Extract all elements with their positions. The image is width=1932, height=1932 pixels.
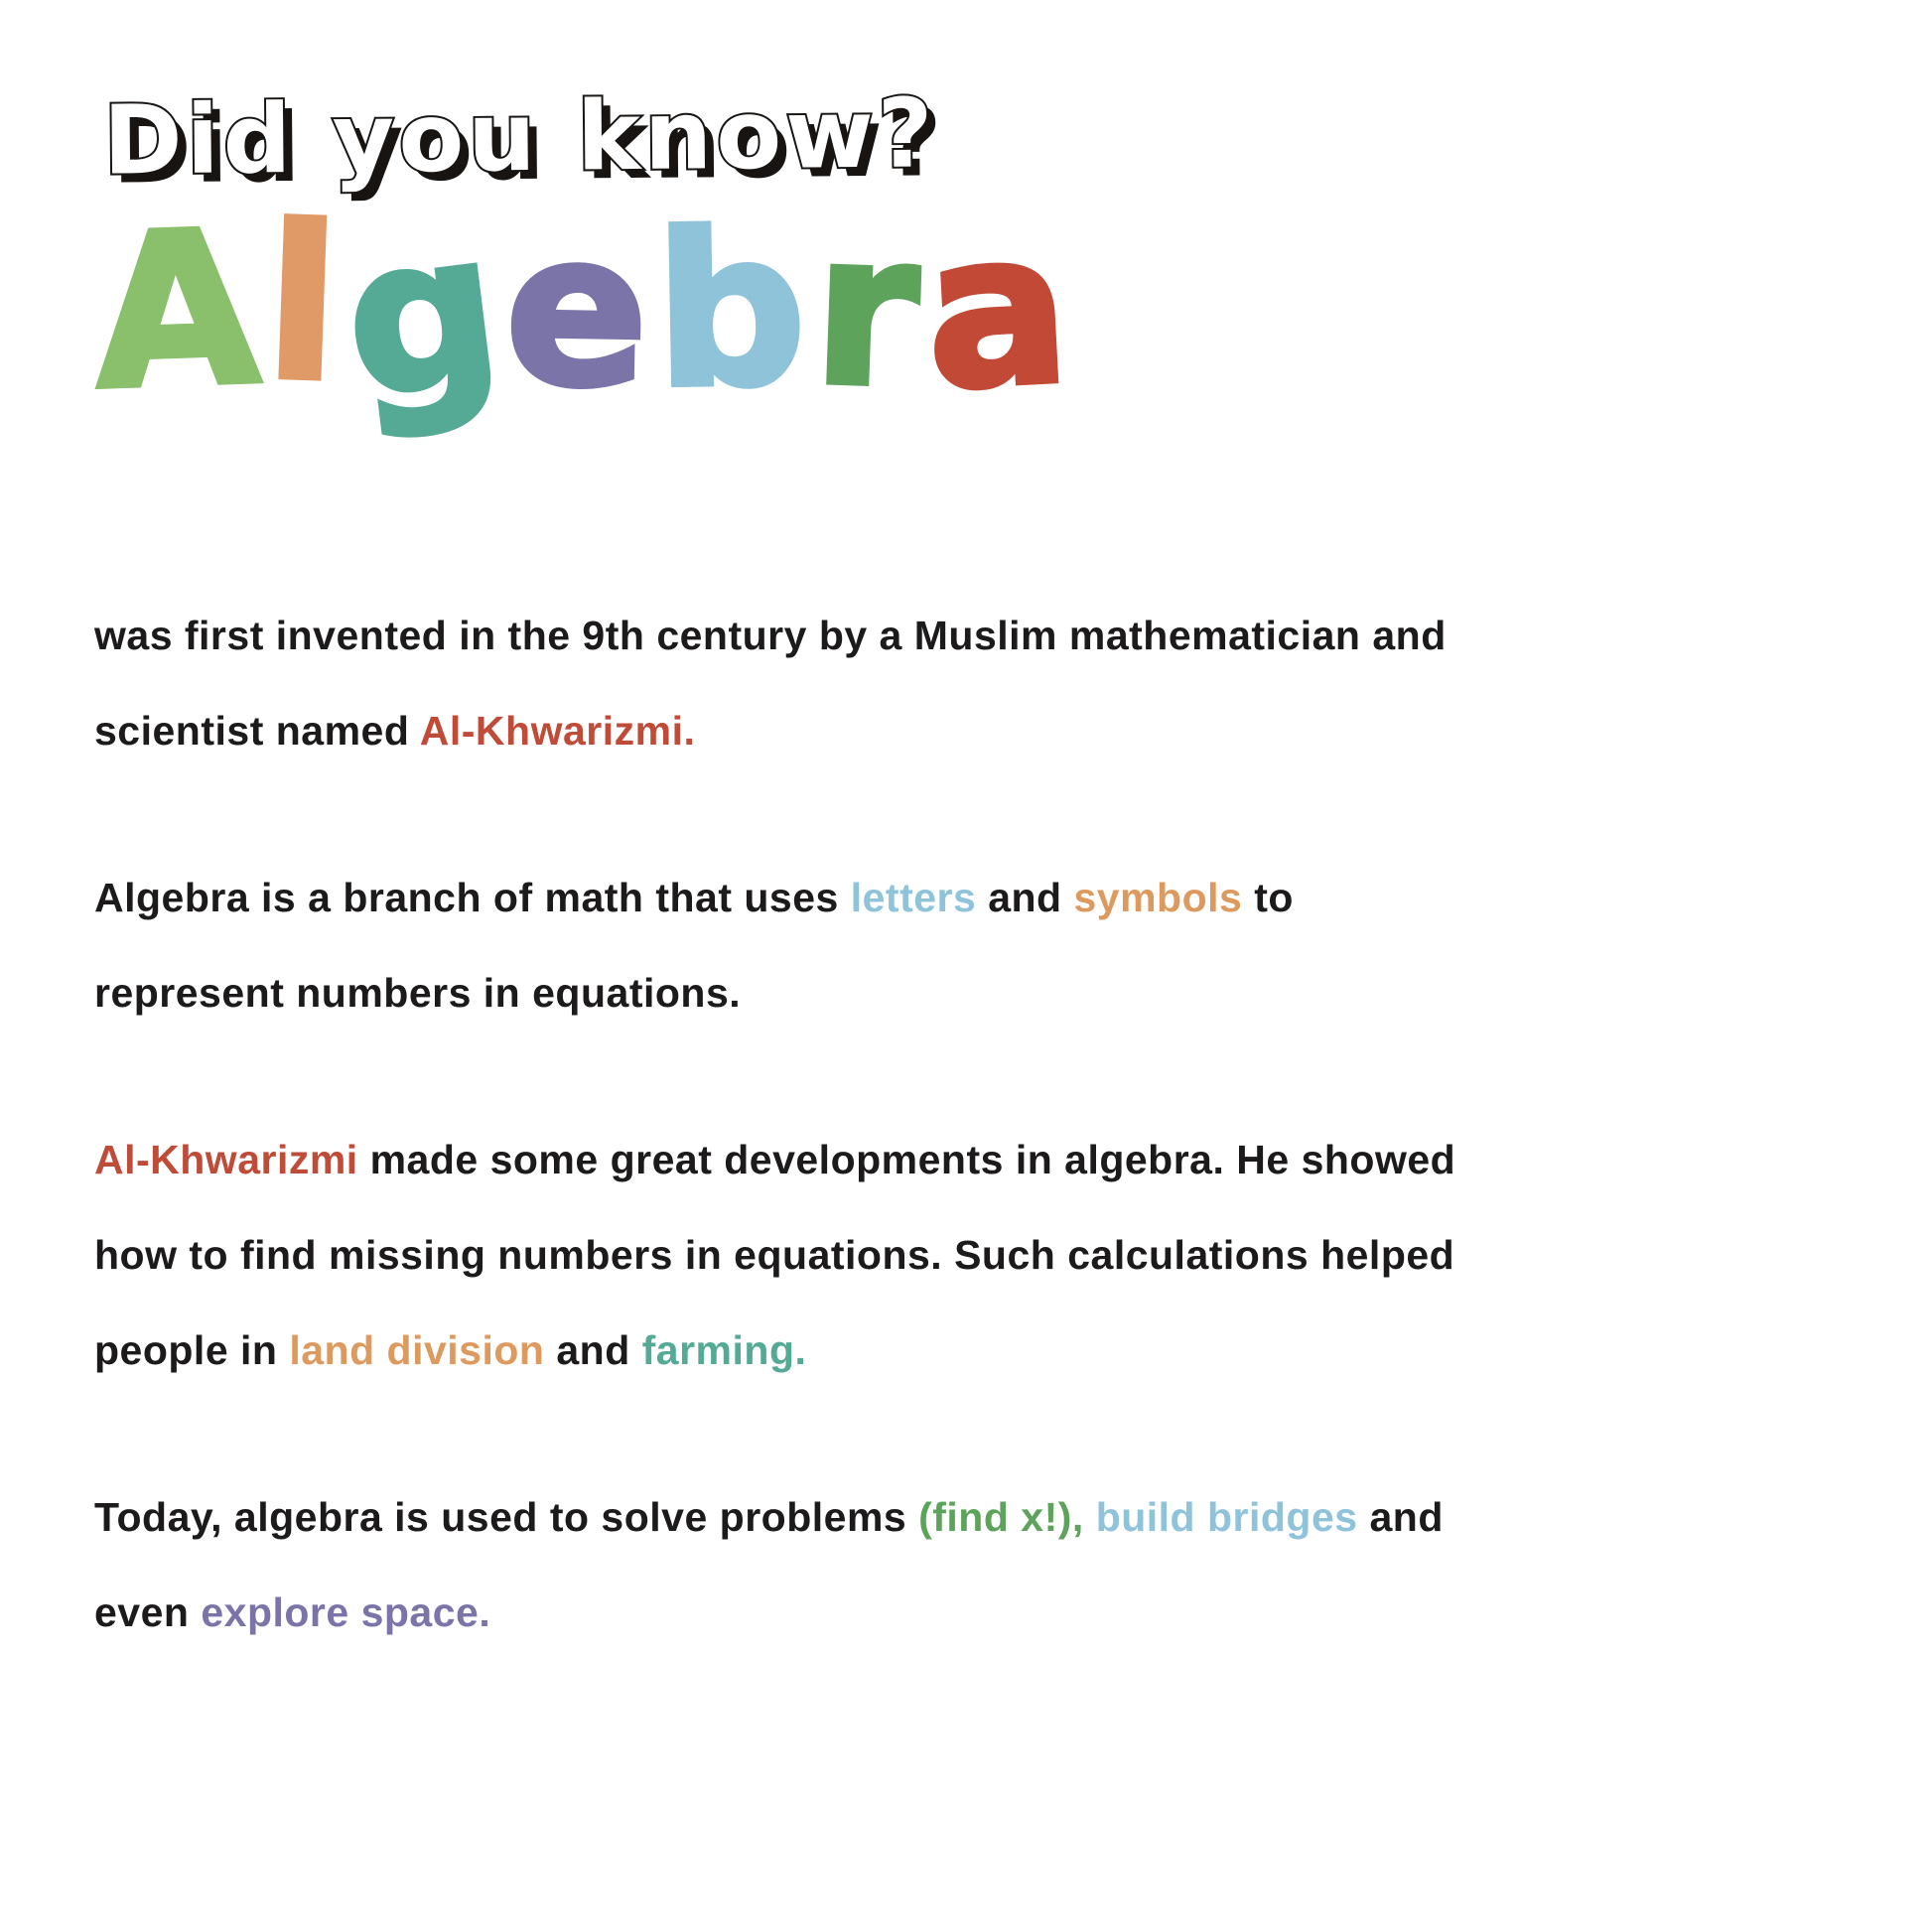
highlight-segment: symbols (1073, 875, 1243, 920)
text-segment: even (94, 1589, 202, 1635)
highlight-segment: letters (850, 875, 977, 920)
text-segment: represent numbers in equations. (94, 970, 742, 1016)
text-segment: and (1357, 1494, 1444, 1540)
wordmark-letter: a (919, 184, 1083, 437)
paragraph (94, 1112, 1882, 1398)
wordmark-letter: g (332, 183, 520, 446)
text-segment: Today, algebra is used to solve problems (94, 1494, 919, 1540)
text-segment: Algebra is a branch of math that uses (94, 875, 851, 920)
body-paragraphs (94, 588, 1882, 1731)
algebra-wordmark (90, 180, 1083, 446)
paragraph (94, 588, 1882, 778)
highlight-segment: land division (289, 1327, 545, 1373)
text-segment: to (1242, 875, 1294, 920)
highlight-segment: explore space. (201, 1589, 491, 1635)
poster-title: Did you know? (102, 77, 938, 197)
text-segment: and (976, 875, 1074, 920)
text-segment (1084, 1494, 1096, 1540)
highlight-segment: farming. (641, 1327, 807, 1373)
text-segment: and (544, 1327, 642, 1373)
paragraph (94, 1469, 1882, 1660)
wordmark-letter: b (653, 186, 817, 435)
text-segment: was first invented in the 9th century by a Muslim mathematician and (94, 613, 1447, 658)
text-segment: how to find missing numbers in equations. Such calculations helped (94, 1232, 1455, 1278)
wordmark-letter: r (809, 186, 930, 435)
wordmark-letter: e (502, 186, 658, 435)
highlight-segment: Al-Khwarizmi (94, 1137, 358, 1182)
text-segment: made some great developments in algebra. He showed (357, 1137, 1456, 1182)
wordmark-letter: l (262, 180, 351, 429)
paragraph (94, 850, 1882, 1040)
wordmark-letter: A (90, 185, 271, 436)
highlight-segment: (find x!), (918, 1494, 1084, 1540)
text-segment: scientist named (94, 708, 420, 754)
text-segment: people in (94, 1327, 290, 1373)
highlight-segment: Al-Khwarizmi. (419, 708, 696, 754)
highlight-segment: build bridges (1095, 1494, 1358, 1540)
